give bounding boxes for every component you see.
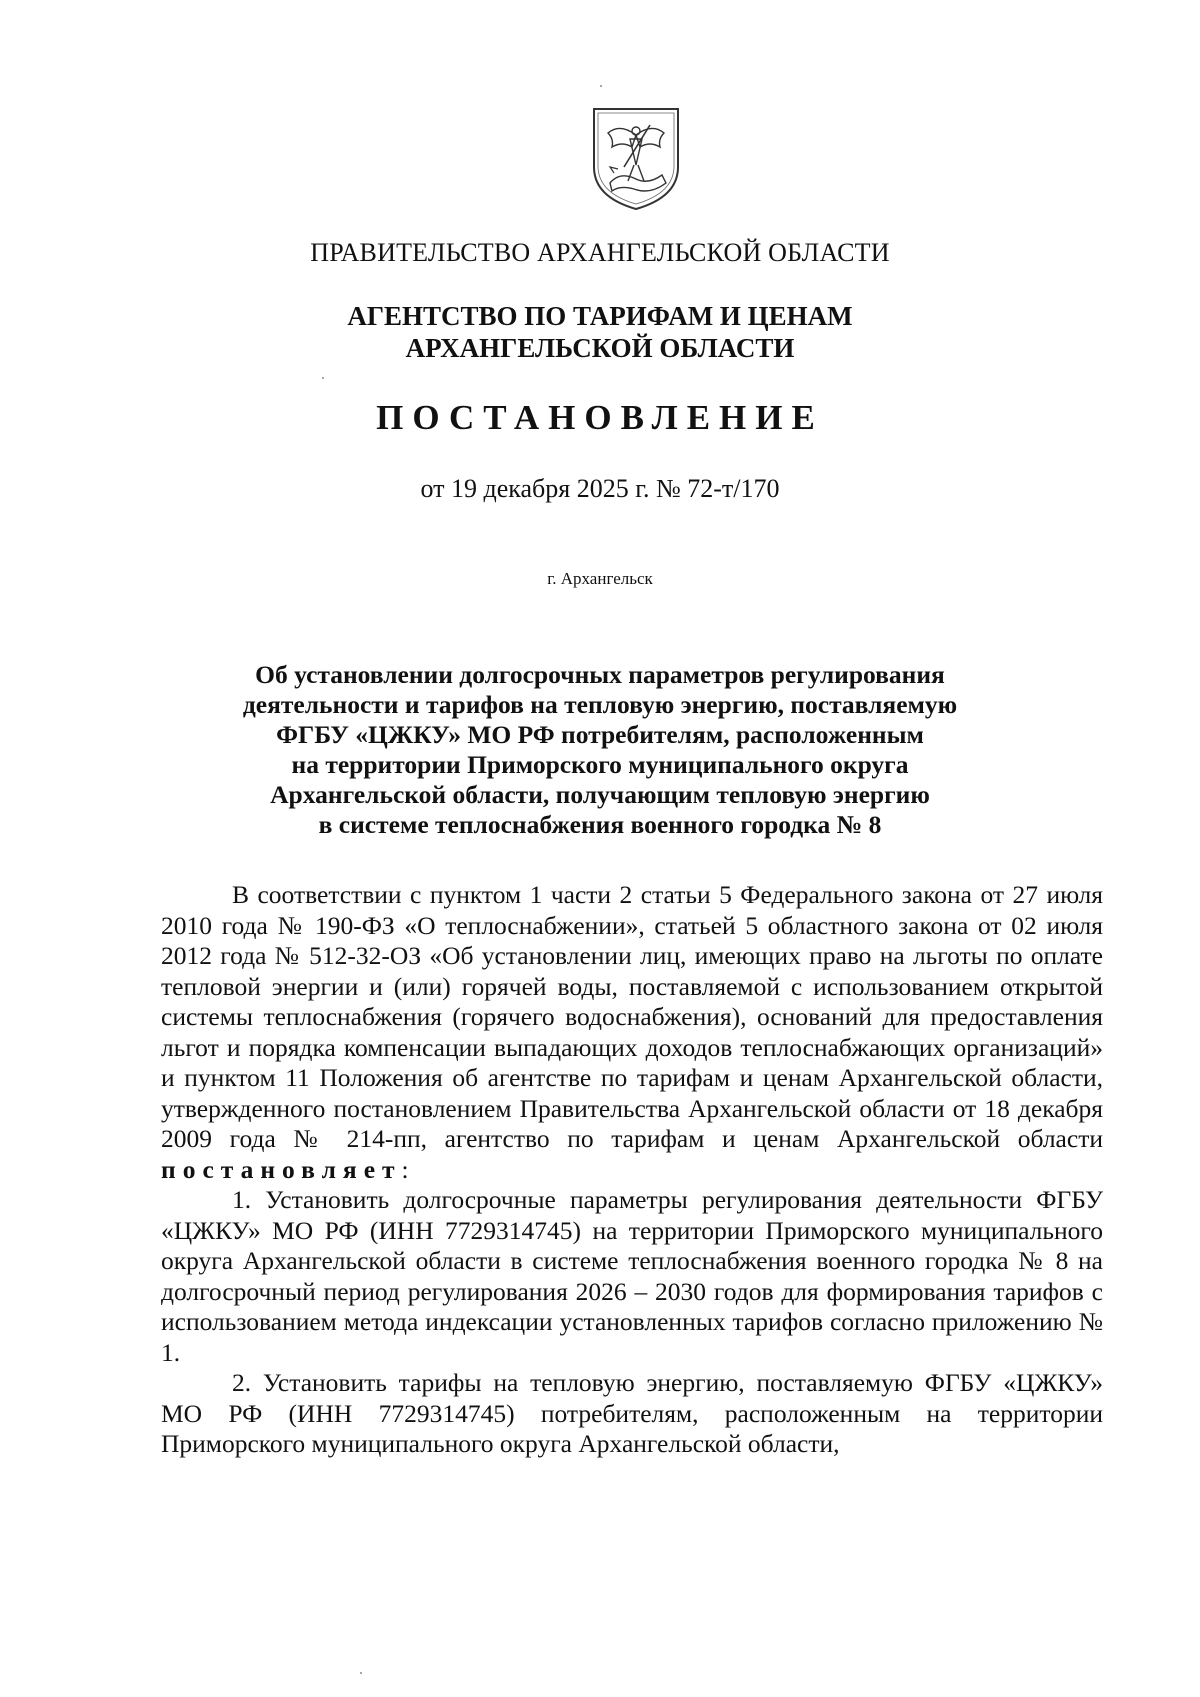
resolves-colon: : (401, 1154, 409, 1184)
preamble-text: В соответствии с пунктом 1 части 2 статьи 5 Федерального закона от 27 июля 2010 года № 190-ФЗ «О теплоснабжении», статьей 5 областного закона от 02 июля 2012 года № 512-32-ОЗ «Об установлении лиц, имеющих право на льготы по оплате тепловой энергии и (или) горячей воды, поставляемой с использованием открытой системы теплоснабжения (горячего водоснабжения), оснований для предоставления льгот и порядка компенсации выпадающих доходов теплоснабжающих организаций» и пунктом 11 Положения об агентстве по тарифам и ценам Архангельской области, утвержденного постановлением Правительства Архангельской области от 18 декабря 2009 года № 214-пп, агентство по тарифам и ценам Архангельской области (161, 880, 1103, 1153)
document-city: г. Архангельск (547, 569, 653, 588)
preamble-paragraph (161, 880, 1103, 1185)
government-name: ПРАВИТЕЛЬСТВО АРХАНГЕЛЬСКОЙ ОБЛАСТИ (310, 238, 890, 267)
document-type: ПОСТАНОВЛЕНИЕ (376, 398, 824, 437)
document-title (0, 660, 1200, 840)
scan-speck (600, 85, 602, 87)
resolves-word: постановляет (161, 1154, 402, 1184)
item-1-paragraph: 1. Установить долгосрочные параметры регулирования деятельности ФГБУ «ЦЖКУ» МО РФ (ИНН 7729314745) на территории Приморского муниципального округа Архангельской области в системе теплоснабжения военного городка № 8 на долгосрочный период регулирования 2026 – 2030 годов для формирования тарифов с использованием метода индексации установленных тарифов согласно приложению № 1. (161, 1185, 1103, 1367)
title-line: Об установлении долгосрочных параметров регулирования (255, 660, 945, 689)
scan-speck (360, 1672, 362, 1674)
title-line: в системе теплоснабжения военного городка № 8 (318, 810, 882, 839)
agency-name-line-1: АГЕНТСТВО ПО ТАРИФАМ И ЦЕНАМ (347, 301, 853, 331)
coat-of-arms-icon (590, 105, 682, 213)
title-line: деятельности и тарифов на тепловую энергию, поставляемую (242, 690, 958, 719)
document-date-number: от 19 декабря 2025 г. № 72-т/170 (420, 474, 780, 503)
item-2-paragraph: 2. Установить тарифы на тепловую энергию, поставляемую ФГБУ «ЦЖКУ» МО РФ (ИНН 7729314745) потребителям, расположенным на территории Приморского муниципального округа Архангельской области, (161, 1368, 1103, 1458)
title-line: Архангельской области, получающим тепловую энергию (270, 780, 930, 809)
agency-name-line-2: АРХАНГЕЛЬСКОЙ ОБЛАСТИ (405, 333, 795, 363)
agency-name (0, 300, 1200, 364)
scan-speck (322, 377, 324, 379)
document-body (161, 880, 1103, 1460)
title-line: на территории Приморского муниципального округа (291, 750, 909, 779)
title-line: ФГБУ «ЦЖКУ» МО РФ потребителям, расположенным (276, 720, 924, 749)
